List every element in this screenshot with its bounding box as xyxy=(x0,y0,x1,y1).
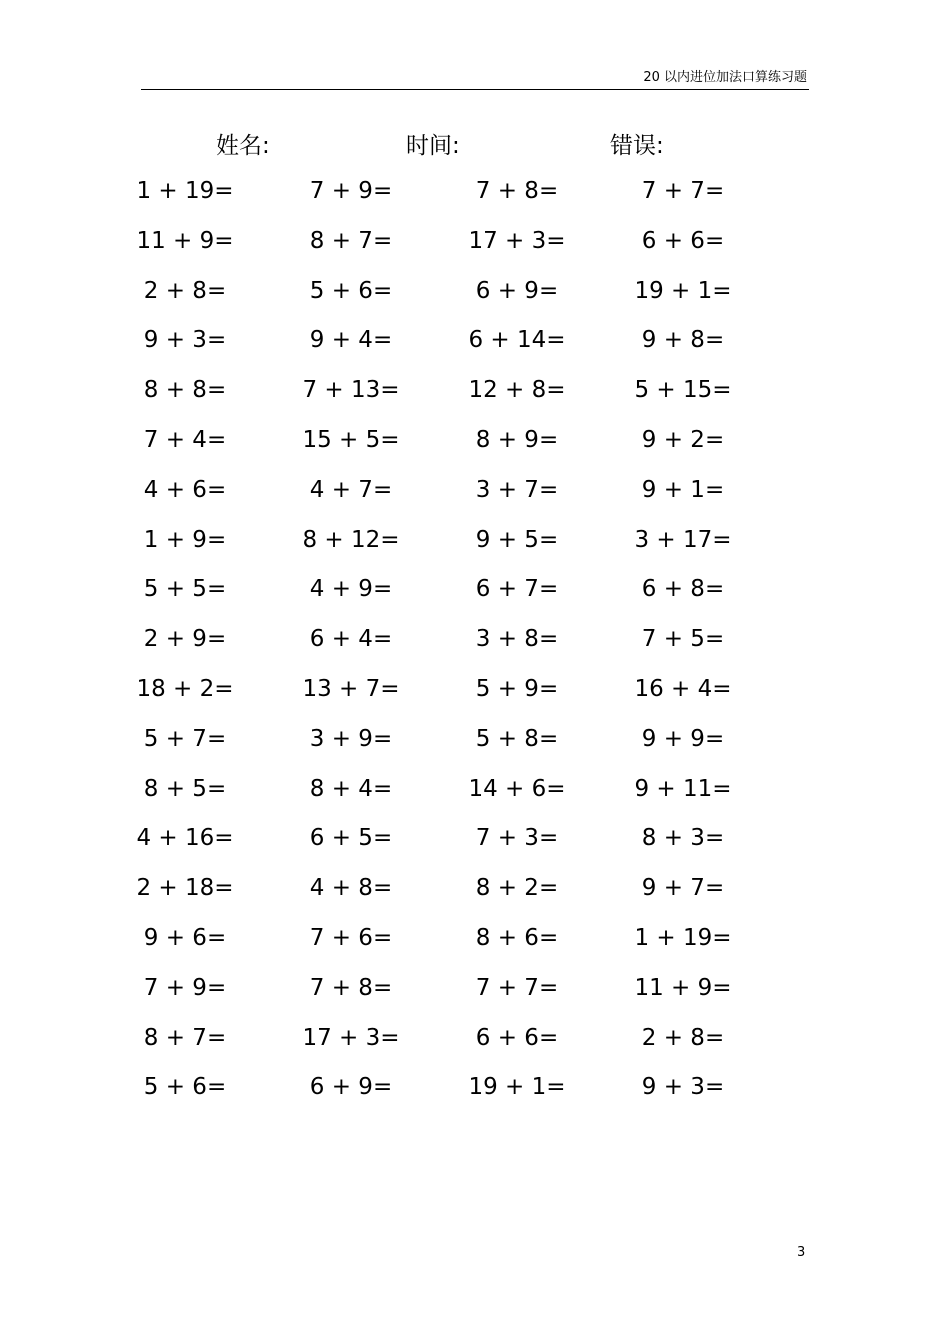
problem-item: 9 + 2= xyxy=(641,426,725,453)
problem-item: 8 + 9= xyxy=(475,426,559,453)
problem-item: 14 + 6= xyxy=(468,775,566,802)
problem-item: 17 + 3= xyxy=(302,1024,400,1051)
problem-item: 11 + 9= xyxy=(634,974,732,1001)
problem-item: 6 + 5= xyxy=(309,825,393,852)
problem-row xyxy=(0,222,950,272)
problem-item: 9 + 9= xyxy=(641,725,725,752)
problem-item: 9 + 6= xyxy=(143,924,227,951)
problem-item: 5 + 15= xyxy=(634,377,732,404)
problem-item: 19 + 1= xyxy=(468,1074,566,1101)
problem-row xyxy=(0,720,950,770)
problem-item: 1 + 19= xyxy=(634,924,732,951)
problem-row xyxy=(0,770,950,820)
problem-item: 4 + 9= xyxy=(309,576,393,603)
problem-item: 3 + 7= xyxy=(475,476,559,503)
problem-item: 6 + 8= xyxy=(641,576,725,603)
problem-item: 3 + 17= xyxy=(634,526,732,553)
problem-item: 9 + 4= xyxy=(309,327,393,354)
problem-item: 8 + 4= xyxy=(309,775,393,802)
problem-item: 7 + 9= xyxy=(143,974,227,1001)
problem-item: 19 + 1= xyxy=(634,277,732,304)
problem-row xyxy=(0,570,950,620)
problem-item: 9 + 1= xyxy=(641,476,725,503)
problem-item: 4 + 7= xyxy=(309,476,393,503)
problem-item: 5 + 6= xyxy=(143,1074,227,1101)
problem-item: 15 + 5= xyxy=(302,426,400,453)
problem-item: 12 + 8= xyxy=(468,377,566,404)
problem-item: 1 + 19= xyxy=(136,178,234,204)
problem-row xyxy=(0,670,950,720)
problem-item: 7 + 7= xyxy=(641,178,725,204)
problem-item: 8 + 7= xyxy=(309,227,393,254)
problem-item: 8 + 12= xyxy=(302,526,400,553)
page-number: 3 xyxy=(797,1245,806,1260)
problem-item: 7 + 13= xyxy=(302,377,400,404)
problem-item: 7 + 8= xyxy=(309,974,393,1001)
problem-item: 2 + 18= xyxy=(136,875,234,902)
problem-row xyxy=(0,471,950,521)
problem-item: 6 + 14= xyxy=(468,327,566,354)
problem-row xyxy=(0,421,950,471)
worksheet-fields xyxy=(0,127,950,161)
problem-row xyxy=(0,371,950,421)
problem-row xyxy=(0,321,950,371)
problem-item: 5 + 7= xyxy=(143,725,227,752)
problem-item: 2 + 9= xyxy=(143,626,227,653)
problem-item: 5 + 5= xyxy=(143,576,227,603)
problem-row xyxy=(0,620,950,670)
problem-item: 8 + 7= xyxy=(143,1024,227,1051)
problem-item: 2 + 8= xyxy=(143,277,227,304)
problem-row xyxy=(0,819,950,869)
problem-item: 8 + 3= xyxy=(641,825,725,852)
problem-item: 6 + 6= xyxy=(475,1024,559,1051)
problem-item: 4 + 16= xyxy=(136,825,234,852)
problem-item: 9 + 5= xyxy=(475,526,559,553)
problem-item: 7 + 9= xyxy=(309,178,393,204)
problem-item: 7 + 3= xyxy=(475,825,559,852)
problem-item: 7 + 5= xyxy=(641,626,725,653)
problem-row xyxy=(0,969,950,1019)
problem-row xyxy=(0,919,950,969)
problem-grid xyxy=(0,172,950,1118)
problem-item: 6 + 9= xyxy=(475,277,559,304)
problem-item: 9 + 3= xyxy=(641,1074,725,1101)
problem-item: 4 + 8= xyxy=(309,875,393,902)
problem-item: 7 + 4= xyxy=(143,426,227,453)
problem-item: 5 + 6= xyxy=(309,277,393,304)
problem-row xyxy=(0,521,950,571)
problem-item: 11 + 9= xyxy=(136,227,234,254)
problem-item: 4 + 6= xyxy=(143,476,227,503)
problem-item: 17 + 3= xyxy=(468,227,566,254)
problem-row xyxy=(0,1019,950,1069)
problem-item: 8 + 6= xyxy=(475,924,559,951)
problem-row xyxy=(0,272,950,322)
problem-row xyxy=(0,869,950,919)
problem-item: 1 + 9= xyxy=(143,526,227,553)
header-rule xyxy=(141,89,809,90)
problem-item: 3 + 8= xyxy=(475,626,559,653)
errors-label: 错误: xyxy=(610,133,664,159)
problem-row xyxy=(0,1068,950,1118)
problem-item: 7 + 6= xyxy=(309,924,393,951)
problem-item: 8 + 2= xyxy=(475,875,559,902)
problem-item: 18 + 2= xyxy=(136,675,234,702)
problem-item: 3 + 9= xyxy=(309,725,393,752)
problem-item: 6 + 7= xyxy=(475,576,559,603)
problem-item: 6 + 9= xyxy=(309,1074,393,1101)
problem-item: 8 + 8= xyxy=(143,377,227,404)
problem-item: 9 + 8= xyxy=(641,327,725,354)
problem-item: 16 + 4= xyxy=(634,675,732,702)
problem-item: 6 + 6= xyxy=(641,227,725,254)
problem-item: 9 + 3= xyxy=(143,327,227,354)
header-title: 20 以内进位加法口算练习题 xyxy=(643,70,807,85)
time-label: 时间: xyxy=(406,133,460,159)
name-label: 姓名: xyxy=(216,133,270,159)
problem-item: 2 + 8= xyxy=(641,1024,725,1051)
problem-item: 8 + 5= xyxy=(143,775,227,802)
problem-item: 7 + 7= xyxy=(475,974,559,1001)
problem-item: 9 + 7= xyxy=(641,875,725,902)
problem-item: 5 + 8= xyxy=(475,725,559,752)
problem-item: 5 + 9= xyxy=(475,675,559,702)
problem-item: 13 + 7= xyxy=(302,675,400,702)
problem-item: 7 + 8= xyxy=(475,178,559,204)
problem-row xyxy=(0,172,950,222)
problem-item: 9 + 11= xyxy=(634,775,732,802)
problem-item: 6 + 4= xyxy=(309,626,393,653)
